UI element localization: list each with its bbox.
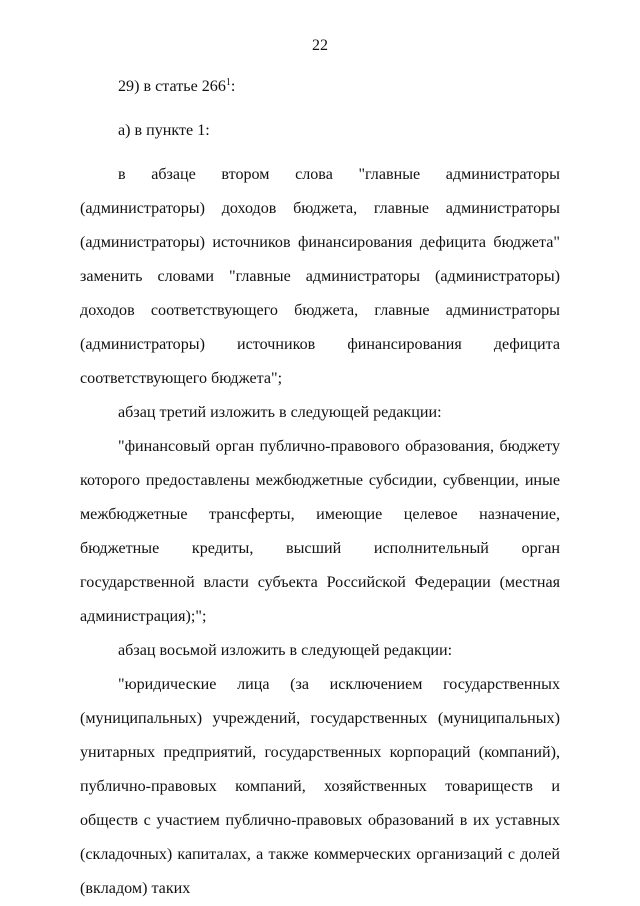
article-item-text: 29) в статье 266 [118,78,226,95]
paragraph-instruction-2: абзац восьмой изложить в следующей редакции: [118,642,453,659]
paragraph-subitem: а) в пункте 1: [118,122,210,139]
paragraph-quote-1: "финансовый орган публично-правового образования, бюджету которого предоставлены межбюджетные субсидии, субвенции, иные межбюджетные трансферты, имеющие целевое назначение, бюджетные кредиты, высший исполнительный орган государственной власти субъекта Российской Федерации (местная администрация);"; [80,438,560,625]
article-superscript: 1 [225,77,231,88]
document-body [80,70,560,906]
paragraph-amendment-1: в абзаце втором слова "главные администраторы (администраторы) доходов бюджета, главные администраторы (администраторы) источников финансирования дефицита бюджета" заменить словами "главные администраторы (администраторы) доходов соответствующего бюджета, главные администраторы (администраторы) источников финансирования дефицита соответствующего бюджета"; [80,166,560,387]
page-number: 22 [312,37,328,54]
paragraph-article-item [80,70,560,104]
paragraph-instruction-1: абзац третий изложить в следующей редакции: [118,404,442,421]
paragraph-quote-2: "юридические лица (за исключением государственных (муниципальных) учреждений, государственных (муниципальных) унитарных предприятий, государственных корпораций (компаний), публично-правовых компаний, хозяйственных товариществ и обществ с участием публично-правовых образований в их уставных (складочных) капиталах, а также коммерческих организаций с долей (вкладом) таких [80,676,560,897]
article-item-colon: : [230,78,236,95]
